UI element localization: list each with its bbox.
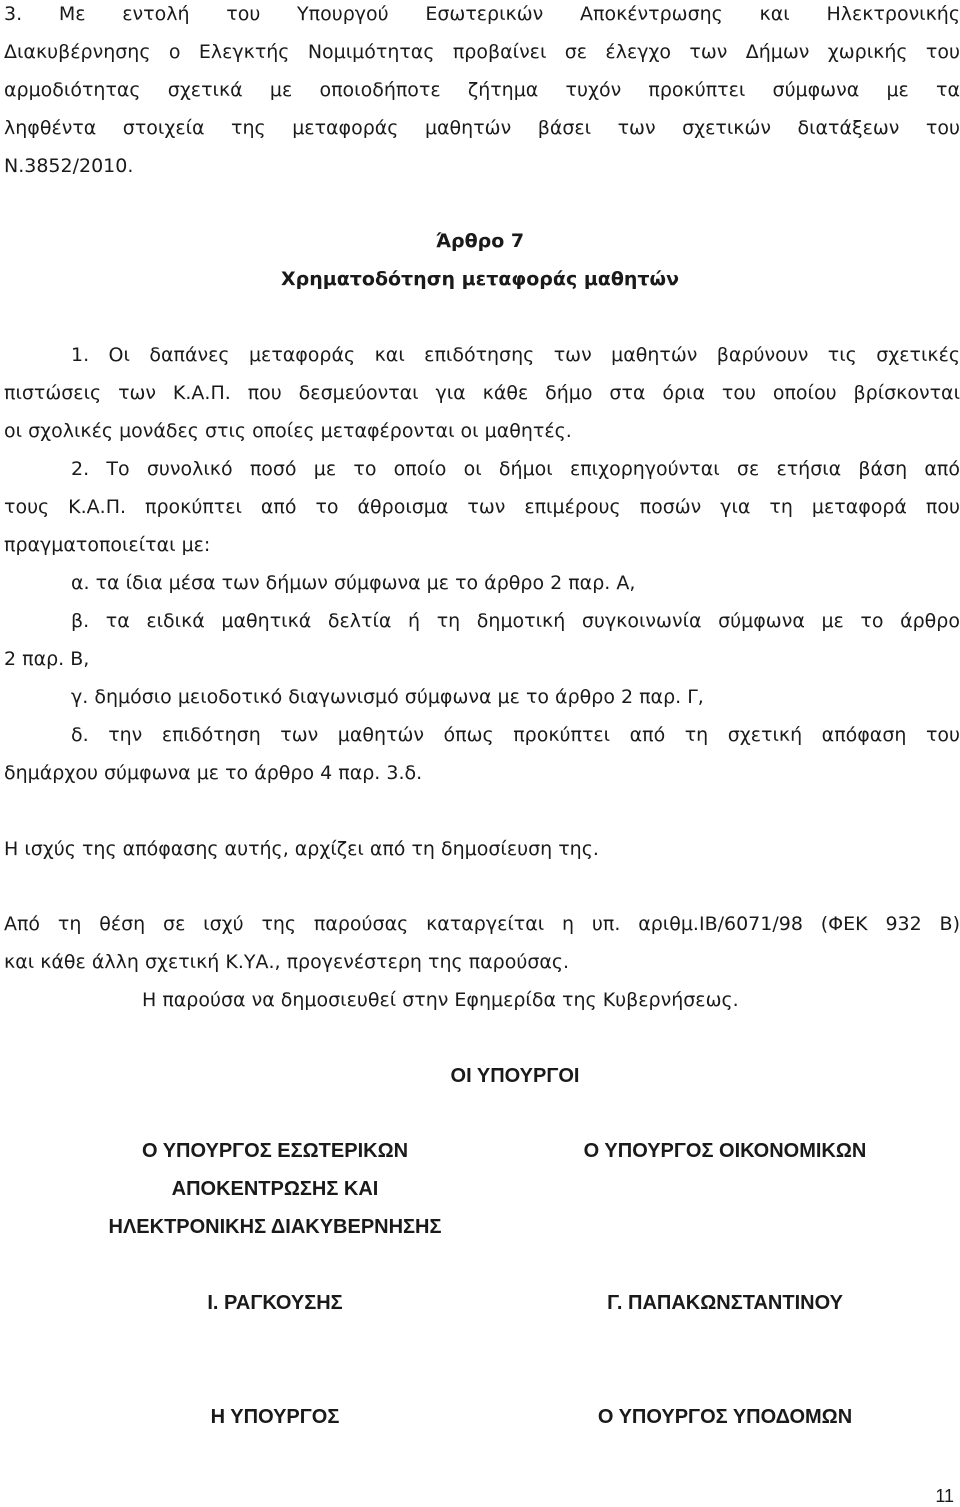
article-title: Χρηματοδότηση μεταφοράς μαθητών: [280, 268, 680, 290]
paragraph-2-line-2: τους Κ.Α.Π. προκύπτει από το άθροισμα των επιμέρους ποσών για τη μεταφορά που: [4, 496, 960, 518]
paragraph-3-line-4: ληφθέντα στοιχεία της μεταφοράς μαθητών βάσει των σχετικών διατάξεων του: [4, 117, 960, 139]
repeal-line-1: Από τη θέση σε ισχύ της παρούσας καταργείται η υπ. αριθμ.ΙΒ/6071/98 (ΦΕΚ 932 Β): [4, 913, 960, 935]
paragraph-3-line-5: Ν.3852/2010.: [4, 155, 134, 177]
paragraph-2-line-1: 2. Το συνολικό ποσό με το οποίο οι δήμοι επιχορηγούνται σε ετήσια βάση από: [71, 458, 960, 480]
paragraph-3-line-2: Διακυβέρνησης ο Ελεγκτής Νομιμότητας προβαίνει σε έλεγχο των Δήμων χωρικής του: [4, 41, 960, 63]
paragraph-1-line-2: πιστώσεις των Κ.Α.Π. που δεσμεύονται για κάθε δήμο στα όρια του οποίου βρίσκονται: [4, 382, 960, 404]
validity-statement: Η ισχύς της απόφασης αυτής, αρχίζει από τη δημοσίευση της.: [4, 838, 599, 860]
list-item-b-line-1: β. τα ειδικά μαθητικά δελτία ή τη δημοτική συγκοινωνία σύμφωνα με το άρθρο: [71, 610, 960, 632]
publication-order: Η παρούσα να δημοσιευθεί στην Εφημερίδα της Κυβερνήσεως.: [142, 989, 739, 1011]
list-item-b-line-2: 2 παρ. Β,: [4, 648, 90, 670]
paragraph-1-line-1: 1. Οι δαπάνες μεταφοράς και επιδότησης των μαθητών βαρύνουν τις σχετικές: [71, 344, 960, 366]
paragraph-1-line-3: οι σχολικές μονάδες στις οποίες μεταφέρονται οι μαθητές.: [4, 420, 572, 442]
minister-interior-title-2: ΑΠΟΚΕΝΤΡΩΣΗΣ ΚΑΙ: [171, 1178, 379, 1200]
paragraph-3-line-3: αρμοδιότητας σχετικά με οποιοδήποτε ζήτημα τυχόν προκύπτει σύμφωνα με τα: [4, 79, 960, 101]
repeal-line-2: και κάθε άλλη σχετική Κ.ΥΑ., προγενέστερη της παρούσας.: [4, 951, 570, 973]
minister-interior-title-1: Ο ΥΠΟΥΡΓΟΣ ΕΣΩΤΕΡΙΚΩΝ: [141, 1140, 409, 1162]
page-number: 11: [935, 1486, 954, 1506]
minister-interior-name: Ι. ΡΑΓΚΟΥΣΗΣ: [207, 1292, 343, 1314]
list-item-d-line-2: δημάρχου σύμφωνα με το άρθρο 4 παρ. 3.δ.: [4, 762, 423, 784]
article-number: Άρθρο 7: [435, 230, 525, 252]
list-item-d-line-1: δ. την επιδότηση των μαθητών όπως προκύπτει από τη σχετική απόφαση του: [71, 724, 960, 746]
minister-finance-name: Γ. ΠΑΠΑΚΩΝΣΤΑΝΤΙΝΟΥ: [607, 1292, 843, 1314]
ministers-heading: ΟΙ ΥΠΟΥΡΓΟΙ: [450, 1065, 580, 1087]
list-item-a: α. τα ίδια μέσα των δήμων σύμφωνα με το άρθρο 2 παρ. Α,: [71, 572, 636, 594]
list-item-c: γ. δημόσιο μειοδοτικό διαγωνισμό σύμφωνα με το άρθρο 2 παρ. Γ,: [71, 686, 704, 708]
paragraph-2-line-3: πραγματοποιείται με:: [4, 534, 211, 556]
minister-finance-title: Ο ΥΠΟΥΡΓΟΣ ΟΙΚΟΝΟΜΙΚΩΝ: [583, 1140, 867, 1162]
minister-bottom-left-title: Η ΥΠΟΥΡΓΟΣ: [210, 1406, 340, 1428]
minister-interior-title-3: ΗΛΕΚΤΡΟΝΙΚΗΣ ΔΙΑΚΥΒΕΡΝΗΣΗΣ: [108, 1216, 442, 1238]
minister-infrastructure-title: Ο ΥΠΟΥΡΓΟΣ ΥΠΟΔΟΜΩΝ: [597, 1406, 853, 1428]
paragraph-3-line-1: 3. Με εντολή του Υπουργού Εσωτερικών Αποκέντρωσης και Ηλεκτρονικής: [4, 3, 960, 25]
